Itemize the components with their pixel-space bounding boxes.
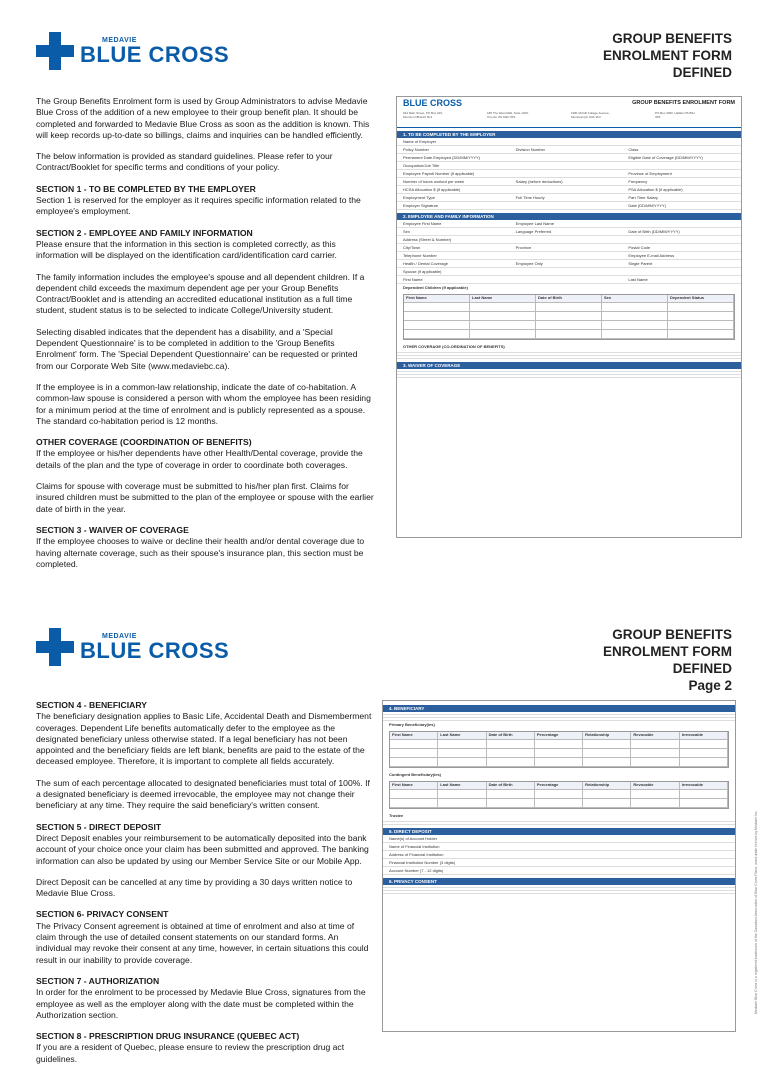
form-field-label: Policy Number <box>403 147 430 152</box>
section-heading: SECTION 7 - AUTHORIZATION <box>36 975 160 986</box>
form-row <box>397 260 741 268</box>
brand-logo <box>36 32 229 70</box>
form-row <box>397 244 741 252</box>
primary-beneficiary-table: First Name Last Name Date of Birth Percentage Relationship Revocable Irrevocable <box>389 731 729 768</box>
brand-logo <box>36 628 229 666</box>
form-field-label <box>628 269 735 274</box>
form-row <box>397 146 741 154</box>
form-field-label <box>516 253 623 258</box>
form-row <box>397 162 741 170</box>
form-field-label: Eligible Date of Coverage (DD/MM/YYYY) <box>628 155 703 160</box>
section-heading: SECTION 5 - DIRECT DEPOSIT <box>36 821 162 832</box>
form-title: GROUP BENEFITS ENROLMENT FORM <box>632 100 735 106</box>
section-heading: SECTION 6- PRIVACY CONSENT <box>36 909 169 920</box>
form-field-label: Single Parent <box>628 261 653 266</box>
blue-cross-icon <box>36 32 74 70</box>
section-heading: SECTION 2 - EMPLOYEE AND FAMILY INFORMATION <box>36 227 253 238</box>
form-field-label <box>516 277 623 282</box>
form-field-label: Name of Employer <box>403 139 437 144</box>
form-section-header: 3. WAIVER OF COVERAGE <box>397 362 741 369</box>
form-field-label: Salary (before deductions) <box>515 179 563 184</box>
form-field-label: Employee Last Name <box>515 221 554 226</box>
form-field-label: City/Town <box>403 245 421 250</box>
form-field-label: Language Preferred <box>515 229 552 234</box>
form-field-label: Address (Street & Number) <box>403 237 452 242</box>
section-heading: SECTION 4 - BENEFICIARY <box>36 700 147 710</box>
form-field-label: Health / Dental Coverage <box>403 261 448 266</box>
brand-name: BLUE CROSS <box>80 637 230 663</box>
form-section-header: 1. TO BE COMPLETED BY THE EMPLOYER <box>397 131 741 138</box>
enrolment-form-preview: BLUE CROSS GROUP BENEFITS ENROLMENT FORM 644 Main Street, PO Box 220, Moncton NB E1C 8L3 185 The West Mall, Suite 1200, Toronto ON M9C 5P1 1981 McGill College Avenue, Montreal QC H3A 3K3 PO Box 3000, Halifax NS B3J 3K5 1. TO BE COMPLETED BY THE EMPLOYER Name of Employer Policy Number Division Number Class Permanent Date Employed (DD/MM/YYYY) Eligible Date of Coverage (DD/MM/YYYY) Occupation/Job Title Employee Payroll Number (if applicable) Province of Employment Number of hours worked per week Salary (before deductions) Frequency HCSA Allocation $ (if applicable) PSA Allocation $ (if applicable) Employment Type Full Time Hourly Part Time Salary Employer Signature Date (DD/MM/YYYY) 2. EMPLOYEE AND FAMILY INFORMATION Employee First Name Employee Last Name Sex Language Preferred Date of Birth (DD/MM/YYYY) Address (Street & Number) City/Town Province Postal Code Telephone Number Employee E-mail Address Health / Dental Coverage Employee Only Single Parent Spouse (if applicable) First Name Last Name Dependent Children (if applicable) First Name Last Name Date of Birth Sex Dependent Status OTHER COVERAGE (CO-ORDINATION OF BENEFITS) 3. WAIVER OF COVERAGE <box>396 96 742 538</box>
form-field-label <box>516 187 623 192</box>
section-heading: OTHER COVERAGE (COORDINATION OF BENEFITS) <box>36 437 252 448</box>
beneficiary-form-preview: 4. BENEFICIARY Primary Beneficiary(ies) First Name Last Name Date of Birth Percentage Relationship Revocable Irrevocable Contingent Beneficiary(ies) First Name Last Name Date of Birth Percentage Relationship Revocable Irrevocable Trustee 5. DIRECT DEPOSIT Name(s) of Account Holder Name of Financial Institution Address of Financial Institution Financial Institution Number (3 digits) Account Number (7 - 12 digits) 6. PRIVACY CONSENT <box>382 700 736 1032</box>
page-title: GROUP BENEFITS ENROLMENT FORM DEFINED Page 2 <box>603 627 732 693</box>
instructions-text: The Group Benefits Enrolment form is used by Group Administrators to advise Medavie Blue Cross of the addition of a new employee to their group benefit plan. It should be completed and forwarded to Medavie Blue Cross as soon as the addition is known. This will keep records up-to-date so billings, claims and inquiries can be handled efficiently. The below information is provided as standard guidelines. Please refer to your Contract/Booklet for specific terms and conditions of your policy. SECTION 1 - TO BE COMPLETED BY THE EMPLOYER Section 1 is reserved for the employer as it requires specific information related to the employee's employment. SECTION 2 - EMPLOYEE AND FAMILY INFORMATION Please ensure that the information in this section is completed correctly, as this information will be displayed on the identification card/identification card carrier. The family information includes the employee's spouse and all dependent children. If a dependent child exceeds the maximum dependent age per your Group Benefits Contract/Booklet and is attending an accredited educational institution as a full time student, student status is to be selected to indicate College/University student. Selecting disabled indicates that the dependent has a disability, and a 'Special Dependent Questionnaire' is to be completed in addition to the 'Group Benefits Enrolment' form. The 'Special Dependent Questionnaire' can be requested or printed from our Corporate Web Site (www.medaviebc.ca). If the employee is in a common-law relationship, indicate the date of co-habitation. A common-law spouse is considered a person with whom the employee has been residing for a minimum period at the time of enrolment and is publicly represented as a spouse. The standard co-habitation period is 12 months. OTHER COVERAGE (COORDINATION OF BENEFITS) If the employee or his/her dependents have other Health/Dental coverage, provide the details of the plan and the type of coverage in order to coordinate both coverages. Claims for spouse with coverage must be submitted to his/her plan first. Claims for insured children must be submitted to the plan of the employee or spouse with the earlier date of birth in the year. SECTION 3 - WAIVER OF COVERAGE If the employee chooses to waive or decline their health and/or dental coverage due to having alternate coverage, such as their spouse's insurance plan, this section must be completed. <box>36 96 374 569</box>
dependents-table: First Name Last Name Date of Birth Sex Dependent Status <box>403 294 735 340</box>
form-row <box>397 236 741 244</box>
form-field-label: Employee Only <box>515 261 543 266</box>
form-field-label: PSA Allocation $ (if applicable) <box>628 187 683 192</box>
form-field-label: Date (DD/MM/YYYY) <box>628 203 666 208</box>
form-field-label: Last Name <box>628 277 648 282</box>
form-row <box>397 202 741 210</box>
form-field-label: Occupation/Job Title <box>403 163 440 168</box>
form-field-label: Employment Type <box>403 195 435 200</box>
page-2 <box>0 600 768 1064</box>
form-row <box>397 276 741 284</box>
form-field-label <box>516 237 623 242</box>
form-field-label <box>516 139 623 144</box>
side-legal-text: Medavie Blue Cross is a registered trademark of the Canadian Association of Blue Cross Plans, used under licence by Medavie Inc. <box>754 810 758 1014</box>
form-row <box>397 220 741 228</box>
form-row <box>397 178 741 186</box>
form-field-label: Employee First Name <box>403 221 442 226</box>
form-section-header: 6. PRIVACY CONSENT <box>383 878 735 885</box>
form-field-label <box>516 163 623 168</box>
form-field-label: Employee Payroll Number (if applicable) <box>403 171 475 176</box>
form-row <box>397 252 741 260</box>
form-section-header: 4. BENEFICIARY <box>383 705 735 712</box>
form-field-label: Employer Signature <box>403 203 439 208</box>
form-field-label: Employee E-mail Address <box>628 253 675 258</box>
form-logo: BLUE CROSS <box>403 98 463 108</box>
form-field-label: Date of Birth (DD/MM/YYYY) <box>628 229 680 234</box>
form-field-label: Frequency <box>628 179 648 184</box>
form-row <box>397 138 741 146</box>
form-field-label: Part Time Salary <box>628 195 658 200</box>
form-row <box>397 170 741 178</box>
form-row <box>397 154 741 162</box>
form-field-label <box>628 221 735 226</box>
form-field-label: Permanent Date Employed (DD/MM/YYYY) <box>403 155 481 160</box>
instructions-text: SECTION 4 - BENEFICIARY The beneficiary designation applies to Basic Life, Accidental Death and Dismemberment coverages. Dependent Life benefits automatically defer to the employee as the designated beneficiary unless otherwise stated. If a legal beneficiary has not been appointed and the beneficiary fields are left blank, benefits are paid to the estate of the deceased employee. Therefore, it is important to complete all fields accurately. The sum of each percentage allocated to designated beneficiaries must total of 100%. If a designated beneficiary is deemed irrevocable, the employee may not change their beneficiary at any time. They require the said beneficiary's written consent. SECTION 5 - DIRECT DEPOSIT Direct Deposit enables your reimbursement to be automatically deposited into the bank account of your choice once your claim has been submitted and approved. The banking information can also be updated by using our Member Service Site or our Mobile App. Direct Deposit can be cancelled at any time by providing a 30 days written notice to Medavie Blue Cross. SECTION 6- PRIVACY CONSENT The Privacy Consent agreement is obtained at time of enrolment and also at time of claim through the use of detailed consent statements on our standard forms. An individual may revoke their consent at any time, however, in certain situations this could result in our inability to provide coverage. SECTION 7 - AUTHORIZATION In order for the enrolment to be processed by Medavie Blue Cross, signatures from the employee as well as the employer along with the date must be completed within the Authorization section. SECTION 8 - PRESCRIPTION DRUG INSURANCE (QUEBEC ACT) If you are a resident of Quebec, please ensure to review the prescription drug act guidelines. <box>36 700 374 1075</box>
page-title: GROUP BENEFITS ENROLMENT FORM DEFINED <box>603 31 732 80</box>
form-field-label <box>516 203 623 208</box>
form-field-label <box>516 155 623 160</box>
section-heading: SECTION 8 - PRESCRIPTION DRUG INSURANCE (QUEBEC ACT) <box>36 1031 300 1042</box>
form-row <box>397 186 741 194</box>
form-field-label <box>628 237 735 242</box>
brand-name: BLUE CROSS <box>80 41 230 67</box>
form-field-label <box>628 139 735 144</box>
form-section-header: 5. DIRECT DEPOSIT <box>383 828 735 835</box>
form-field-label <box>628 163 735 168</box>
form-field-label: Province <box>515 245 532 250</box>
brand-small: MEDAVIE <box>102 36 137 44</box>
form-field-label: Sex <box>403 229 410 234</box>
form-field-label: Spouse (if applicable) <box>403 269 442 274</box>
contingent-beneficiary-table: First Name Last Name Date of Birth Percentage Relationship Revocable Irrevocable <box>389 781 729 809</box>
blue-cross-icon <box>36 628 74 666</box>
form-row <box>397 268 741 276</box>
section-heading: SECTION 1 - TO BE COMPLETED BY THE EMPLOYER <box>36 183 256 194</box>
form-field-label: Province of Employment <box>628 171 672 176</box>
section-heading: SECTION 3 - WAIVER OF COVERAGE <box>36 524 189 535</box>
form-field-label: Postal Code <box>628 245 651 250</box>
form-field-label: Number of hours worked per week <box>403 179 465 184</box>
form-field-label: Class <box>628 147 639 152</box>
form-section-header: 2. EMPLOYEE AND FAMILY INFORMATION <box>397 213 741 220</box>
form-field-label: HCSA Allocation $ (if applicable) <box>403 187 461 192</box>
form-field-label: Division Number <box>515 147 546 152</box>
brand-small: MEDAVIE <box>102 632 137 640</box>
form-field-label: Telephone Number <box>403 253 437 258</box>
form-field-label <box>516 269 623 274</box>
form-row <box>397 228 741 236</box>
form-field-label <box>516 171 623 176</box>
form-field-label: First Name <box>403 277 423 282</box>
form-row <box>397 194 741 202</box>
form-field-label: Full Time Hourly <box>515 195 545 200</box>
